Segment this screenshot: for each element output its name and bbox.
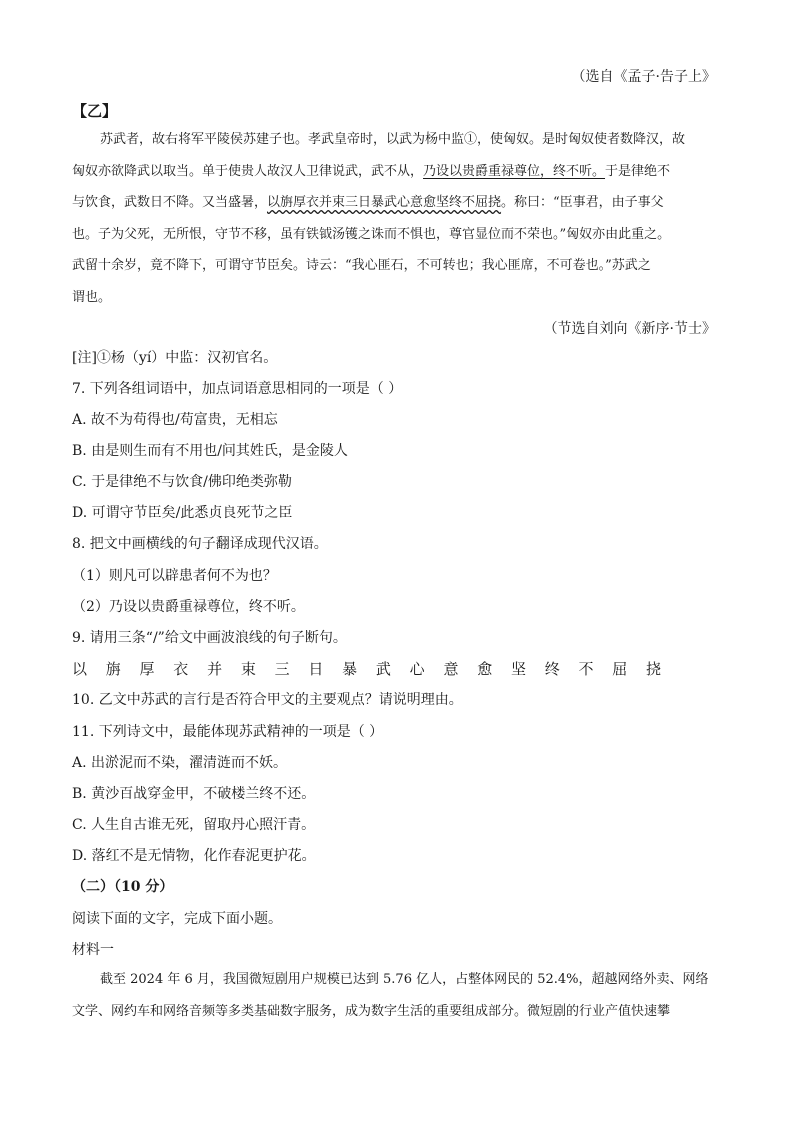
annotation-note: [注]①杨（yí）中监：汉初官名。 <box>72 350 278 366</box>
passage-line: 谓也。 <box>72 289 112 305</box>
question-11-stem: 11. 下列诗文中，最能体现苏武精神的一项是（ ） <box>72 724 384 740</box>
material-one-title: 材料一 <box>72 942 114 958</box>
passage-yi <box>72 124 722 313</box>
question-11-option-c: C. 人生自古谁无死，留取丹心照汗青。 <box>72 817 316 833</box>
question-11-option-d: D. 落红不是无情物，化作春泥更护花。 <box>72 848 316 864</box>
passage-text: 于是律绝不 <box>605 163 671 179</box>
question-8-sub-1: （1）则凡可以辟患者何不为也？ <box>72 568 277 584</box>
question-11-option-b: B. 黄沙百战穿金甲，不破楼兰终不还。 <box>72 786 316 802</box>
passage-text: 。称曰：“臣事君，由子事父 <box>501 195 664 210</box>
question-9-sentence: 以 旃 厚 衣 并 束 三 日 暴 武 心 意 愈 坚 终 不 屈 挠 <box>72 660 669 678</box>
question-7-option-d: D. 可谓守节臣矣/此悉贞良死节之臣 <box>72 505 293 521</box>
question-8-sub-2: （2）乃设以贵爵重禄尊位，终不听。 <box>72 599 305 615</box>
underlined-sentence: 乃设以贵爵重禄尊位，终不听。 <box>423 163 606 179</box>
passage-line: 也。子为父死，无所恨，守节不移，虽有铁钺汤镬之诛而不惧也，尊官显位而不荣也。”匈奴亦由此重之。 <box>72 226 671 242</box>
section-yi-label: 【乙】 <box>72 102 118 120</box>
passage-line <box>72 156 722 188</box>
part-two-heading: （二）（10 分） <box>72 879 174 895</box>
question-7-option-c: C. 于是律绝不与饮食/佛印绝类弥勒 <box>72 474 292 490</box>
question-8-stem: 8. 把文中画横线的句子翻译成现代汉语。 <box>72 536 328 552</box>
question-7-option-a: A. 故不为苟得也/苟富贵，无相忘 <box>72 412 278 428</box>
wavy-underlined-sentence: 以旃厚衣并束三日暴武心意愈坚终不屈挠 <box>267 195 502 210</box>
material-one-text <box>72 964 732 1027</box>
material-line: 文学、网约车和网络音频等多类基础数字服务，成为数字生活的重要组成部分。微短剧的行业产值快速攀 <box>72 1003 671 1019</box>
passage-text: 与饮食，武数日不降。又当盛暑， <box>72 195 268 210</box>
question-9-stem: 9. 请用三条“/”给文中画波浪线的句子断句。 <box>72 630 347 646</box>
question-11-option-a: A. 出淤泥而不染，濯清涟而不妖。 <box>72 755 288 771</box>
question-7-option-b: B. 由是则生而有不用也/问其姓氏，是金陵人 <box>72 443 348 459</box>
source-citation-top: （选自《孟子·告子上》 <box>571 69 716 85</box>
passage-line <box>72 187 722 219</box>
passage-line: 苏武者，故右将军平陵侯苏建子也。孝武皇帝时，以武为杨中监①，使匈奴。是时匈奴使者数降汉，故 <box>100 132 686 147</box>
passage-line: 武留十余岁，竟不降下，可谓守节臣矣。诗云：“我心匪石，不可转也；我心匪席，不可卷也。”苏武之 <box>72 258 651 273</box>
reading-instruction: 阅读下面的文字，完成下面小题。 <box>72 911 282 927</box>
material-line: 截至 2024 年 6 月，我国微短剧用户规模已达到 5.76 亿人，占整体网民的 52.4%，超越网络外卖、网络 <box>100 972 709 987</box>
question-7-stem: 7. 下列各组词语中，加点词语意思相同的一项是（ ） <box>72 381 403 397</box>
question-10: 10. 乙文中苏武的言行是否符合甲文的主要观点？请说明理由。 <box>72 692 463 708</box>
source-citation-bottom: （节选自刘向《新序·节士》 <box>543 321 716 337</box>
passage-text: 匈奴亦欲降武以取当。单于使贵人故汉人卫律说武，武不从， <box>72 163 424 179</box>
